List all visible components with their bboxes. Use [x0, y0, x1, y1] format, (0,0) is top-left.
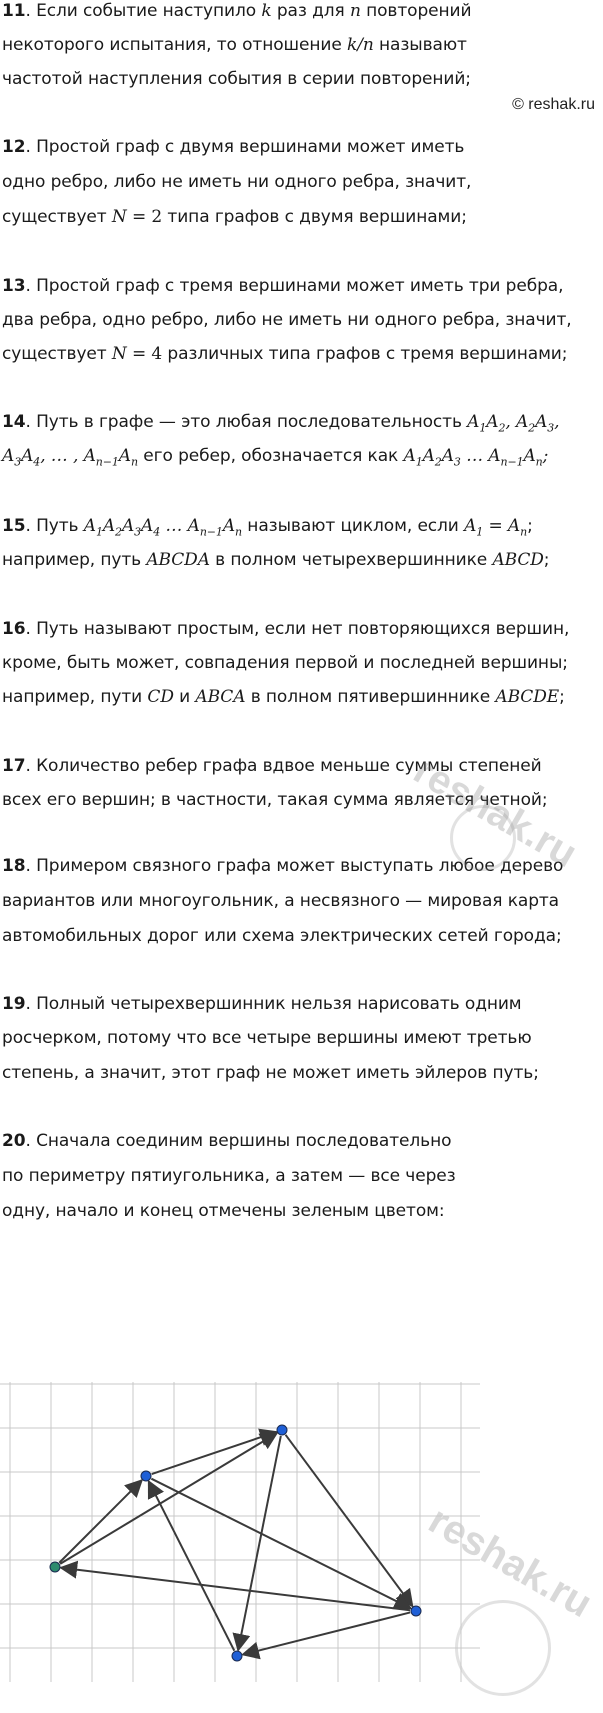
item-13-line-3: существует N = 4 различных типа графов с тремя вершинами; — [2, 344, 568, 364]
item-19-line-2: росчерком, потому что все четыре вершины имеют третью — [2, 1028, 532, 1048]
watermark: reshak.ru — [421, 1497, 600, 1627]
item-16-line-2: кроме, быть может, совпадения первой и последней вершины; — [2, 653, 568, 673]
graph-vertex — [141, 1471, 151, 1481]
item-14-line-2: $A_3A_4$, … , $A_{n-1}A_n$ его ребер, обозначается как $A_1A_2A_3$ … $A_{n-1}A_n$; — [2, 446, 549, 469]
graph-vertex — [277, 1425, 287, 1435]
item-12-line-1: 12. Простой граф с двумя вершинами может иметь — [2, 137, 465, 157]
item-16-line-1: 16. Путь называют простым, если нет повторяющихся вершин, — [2, 619, 570, 639]
item-19-line-3: степень, а значит, этот граф не может иметь эйлеров путь; — [2, 1063, 539, 1083]
watermark: reshak.ru — [406, 747, 585, 877]
item-16-line-3: например, пути CD и ABCA в полном пятивершиннике ABCDE; — [2, 687, 565, 707]
item-number: 20 — [2, 1131, 26, 1151]
item-20-line-1: 20. Сначала соединим вершины последовательно — [2, 1131, 452, 1151]
item-number: 12 — [2, 137, 26, 157]
item-number: 11 — [2, 1, 26, 21]
item-11-line-3: частотой наступления события в серии повторений; — [2, 69, 471, 89]
copyright-notice: © reshak.ru — [512, 96, 595, 113]
item-number: 18 — [2, 856, 26, 876]
item-20-line-2: по периметру пятиугольника, а затем — все через — [2, 1166, 456, 1186]
graph-edge-arrow — [151, 1479, 410, 1609]
graph-edge-arrow — [152, 1432, 277, 1474]
item-number: 13 — [2, 276, 26, 296]
graph-vertex — [232, 1651, 242, 1661]
item-15-line-2: например, путь ABCDA в полном четырехвершиннике ABCD; — [2, 550, 550, 570]
item-15-line-1: 15. Путь $A_1A_2A_3A_4$ … $A_{n-1}A_n$ называют циклом, если $A_1 = A_n$; — [2, 516, 533, 539]
graph-edge-arrow — [149, 1481, 235, 1650]
item-17-line-2: всех его вершин; в частности, такая сумма является четной; — [2, 790, 548, 810]
math-expression: $A_1 = A_n$ — [464, 516, 528, 539]
item-12-line-2: одно ребро, либо не иметь ни одного ребра, значит, — [2, 172, 472, 192]
item-11-line-1: 11. Если событие наступило k раз для n повторений — [2, 1, 472, 21]
math-expression: $A_3A_4$, … , $A_{n-1}A_n$ — [2, 446, 138, 469]
math-expression: $A_1A_2A_3A_4$ … $A_{n-1}A_n$ — [83, 516, 242, 539]
item-number: 16 — [2, 619, 26, 639]
item-18-line-2: вариантов или многоугольник, а несвязного — мировая карта — [2, 891, 560, 911]
math-expression: $A_1A_2A_3$ … $A_{n-1}A_n$; — [403, 446, 549, 469]
item-11-line-2: некоторого испытания, то отношение k/n называют — [2, 35, 467, 55]
item-number: 19 — [2, 994, 26, 1014]
graph-edges — [59, 1432, 412, 1655]
item-18-line-3: автомобильных дорог или схема электрических сетей города; — [2, 926, 562, 946]
item-number: 17 — [2, 756, 26, 776]
start-end-vertex — [50, 1562, 60, 1572]
item-13-line-1: 13. Простой граф с тремя вершинами может иметь три ребра, — [2, 276, 564, 296]
item-20-line-3: одну, начало и конец отмечены зеленым цветом: — [2, 1201, 445, 1221]
item-12-line-3: существует N = 2 типа графов с двумя вершинами; — [2, 207, 467, 227]
graph-vertex — [411, 1606, 421, 1616]
item-number: 15 — [2, 516, 26, 536]
item-14-line-1: 14. Путь в графе — это любая последовательность $A_1A_2$, $A_2A_3$, — [2, 412, 560, 435]
item-17-line-1: 17. Количество ребер графа вдвое меньше суммы степеней — [2, 756, 542, 776]
item-19-line-1: 19. Полный четырехвершинник нельзя нарисовать одним — [2, 994, 522, 1014]
graph-edge-arrow — [238, 1436, 281, 1650]
pentagon-path-figure — [0, 1382, 480, 1682]
item-number: 14 — [2, 412, 26, 432]
item-18-line-1: 18. Примером связного графа может выступать любое дерево — [2, 856, 564, 876]
graph-edge-arrow — [60, 1433, 277, 1564]
graph-edge-arrow — [286, 1435, 413, 1606]
math-expression: $A_1A_2$, $A_2A_3$, — [467, 412, 560, 435]
item-13-line-2: два ребра, одно ребро, либо не иметь ни одного ребра, значит, — [2, 310, 572, 330]
